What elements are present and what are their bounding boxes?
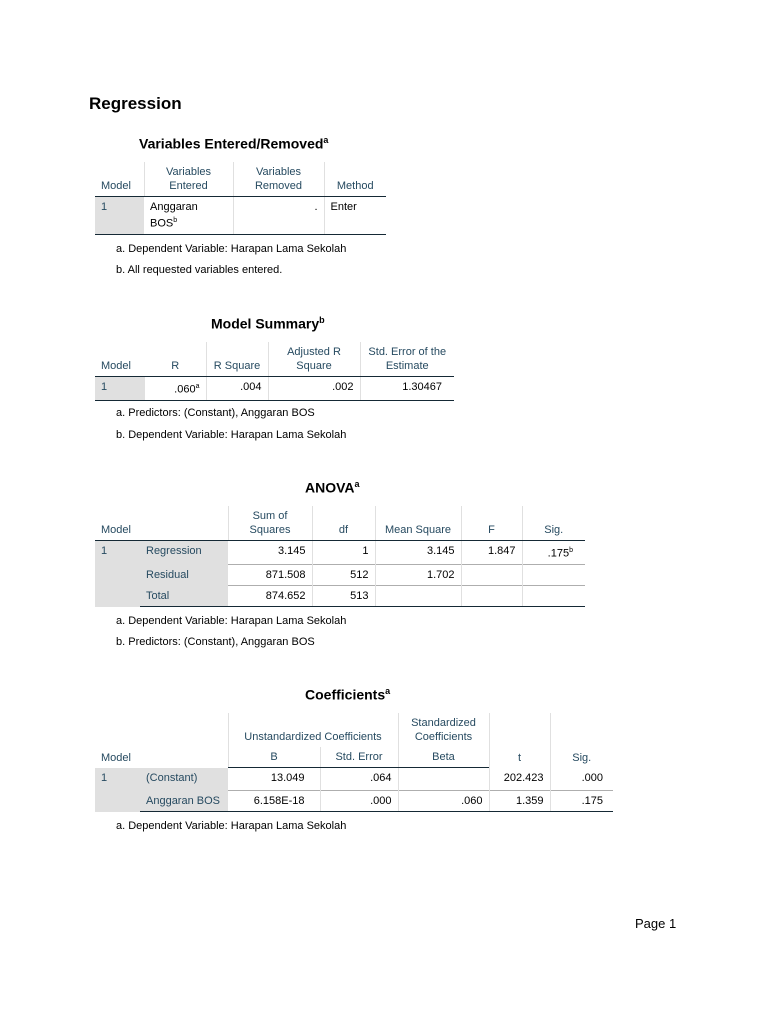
variables-entered-table — [95, 162, 386, 235]
cell-ms: 1.702 — [375, 565, 461, 586]
col-model: Model — [95, 506, 140, 541]
row-model: 1 — [95, 377, 145, 401]
col-model: Model — [95, 162, 144, 197]
model-summary-title — [211, 315, 325, 332]
cell-b: 6.158E-18 — [228, 791, 320, 812]
cell-entered — [144, 197, 233, 235]
cell-t: 1.359 — [489, 791, 550, 812]
coefficients-title — [305, 686, 390, 703]
cell-entered-l1: Anggaran — [150, 201, 198, 213]
col-adjusted-l2: Square — [296, 360, 332, 372]
col-std-error — [360, 342, 454, 377]
cell-sig — [522, 541, 585, 565]
title-superscript: a — [354, 479, 360, 489]
col-variables-removed-l1: Variables — [255, 166, 302, 178]
row-model: 1 — [95, 197, 144, 235]
anova-title-text: ANOVA — [305, 479, 355, 496]
col-t: t — [489, 713, 550, 768]
row-label: Total — [140, 586, 228, 607]
col-adjusted-l1: Adjusted R — [287, 346, 341, 358]
col-ss-l1: Sum of — [252, 510, 288, 522]
col-r-square: R Square — [206, 342, 268, 377]
cell-superscript: b — [569, 547, 573, 554]
cell-ss: 3.145 — [277, 545, 306, 557]
col-f: F — [461, 506, 522, 541]
variables-entered-title — [139, 135, 328, 152]
variables-entered-title-text: Variables Entered/Removed — [139, 135, 324, 152]
cell-removed: . — [233, 197, 324, 235]
cell-beta: .060 — [398, 791, 489, 812]
coefficients-table — [95, 713, 613, 812]
table-row — [95, 565, 585, 586]
cell-df: 1 — [312, 541, 375, 565]
col-sig: Sig. — [522, 506, 585, 541]
anova-table — [95, 506, 585, 607]
col-term — [140, 713, 228, 768]
row-model: 1 — [95, 768, 140, 812]
col-standardized-l1: Standardized — [411, 717, 476, 729]
footnote-b: b. All requested variables entered. — [116, 264, 283, 276]
cell-ss: 871.508 — [228, 565, 312, 586]
cell-df: 513 — [312, 586, 375, 607]
col-std-error: Std. Error — [320, 747, 398, 768]
col-mean-square: Mean Square — [375, 506, 461, 541]
cell-sig: .175 — [550, 791, 613, 812]
cell-f — [461, 565, 522, 586]
table-row — [95, 768, 613, 791]
cell-ms — [375, 586, 461, 607]
footnote-a: a. Dependent Variable: Harapan Lama Sekolah — [116, 243, 347, 255]
col-standardized-l2: Coefficients — [414, 731, 473, 743]
page-number: Page 1 — [635, 916, 677, 931]
col-b: B — [228, 747, 320, 768]
footnote-a: a. Dependent Variable: Harapan Lama Sekolah — [116, 615, 347, 627]
col-sig: Sig. — [550, 713, 613, 768]
cell-sig — [522, 586, 585, 607]
cell-superscript: b — [173, 217, 178, 224]
col-standardized — [398, 713, 489, 747]
title-superscript: b — [319, 315, 325, 325]
cell-method: Enter — [324, 197, 386, 235]
table-row — [95, 791, 613, 812]
title-superscript: a — [323, 135, 329, 145]
col-std-error-l2: Estimate — [385, 360, 429, 372]
table-row — [95, 377, 454, 401]
table-row — [95, 197, 386, 235]
col-std-error-l1: Std. Error of the — [368, 346, 447, 358]
cell-b: 13.049 — [270, 772, 305, 784]
col-beta: Beta — [398, 747, 489, 768]
cell-ms: 3.145 — [375, 541, 461, 565]
footnote-b: b. Predictors: (Constant), Anggaran BOS — [116, 636, 315, 648]
col-r: R — [145, 342, 206, 377]
col-sum-of-squares — [228, 506, 312, 541]
cell-sig: .000 — [550, 768, 613, 791]
row-label: (Constant) — [140, 768, 228, 791]
col-variables-removed-l2: Removed — [254, 180, 303, 192]
row-label: Residual — [140, 565, 228, 586]
cell-std-error: 1.30467 — [360, 377, 454, 401]
anova-title — [305, 479, 360, 496]
title-superscript: a — [385, 686, 391, 696]
col-adjusted-r-square — [268, 342, 360, 377]
cell-r-value: .060 — [174, 383, 196, 396]
footnote-a: a. Dependent Variable: Harapan Lama Sekolah — [116, 820, 347, 832]
page-heading: Regression — [89, 94, 182, 113]
model-summary-table — [95, 342, 454, 401]
cell-adjusted-r-square: .002 — [268, 377, 360, 401]
col-model: Model — [101, 751, 131, 764]
table-row — [95, 541, 585, 565]
col-variables-entered-l1: Variables — [165, 166, 212, 178]
cell-beta — [398, 768, 489, 791]
col-unstandardized: Unstandardized Coefficients — [228, 713, 398, 747]
row-label: Anggaran BOS — [140, 791, 228, 812]
coefficients-title-text: Coefficients — [305, 686, 386, 703]
cell-ss: 874.652 — [228, 586, 312, 607]
cell-df: 512 — [312, 565, 375, 586]
row-model: 1 — [95, 541, 140, 607]
cell-std-error: .064 — [320, 768, 398, 791]
col-variables-entered — [144, 162, 233, 197]
cell-superscript: a — [195, 383, 200, 390]
cell-r — [145, 377, 206, 401]
cell-entered-l2: BOS — [150, 217, 174, 230]
col-variables-entered-l2: Entered — [169, 180, 208, 192]
cell-f: 1.847 — [461, 541, 522, 565]
col-df: df — [312, 506, 375, 541]
col-ss-l2: Squares — [249, 524, 291, 536]
model-summary-title-text: Model Summary — [211, 315, 320, 332]
cell-std-error: .000 — [320, 791, 398, 812]
col-method: Method — [324, 162, 386, 197]
col-source — [140, 506, 228, 541]
cell-sig — [522, 565, 585, 586]
col-variables-removed — [233, 162, 324, 197]
row-label: Regression — [140, 541, 228, 565]
cell-f — [461, 586, 522, 607]
cell-r-square: .004 — [206, 377, 268, 401]
cell-sig-value: .175 — [547, 547, 570, 560]
footnote-a: a. Predictors: (Constant), Anggaran BOS — [116, 407, 315, 419]
col-model: Model — [95, 342, 145, 377]
table-row — [95, 586, 585, 607]
cell-t: 202.423 — [489, 768, 550, 791]
footnote-b: b. Dependent Variable: Harapan Lama Sekolah — [116, 429, 347, 441]
